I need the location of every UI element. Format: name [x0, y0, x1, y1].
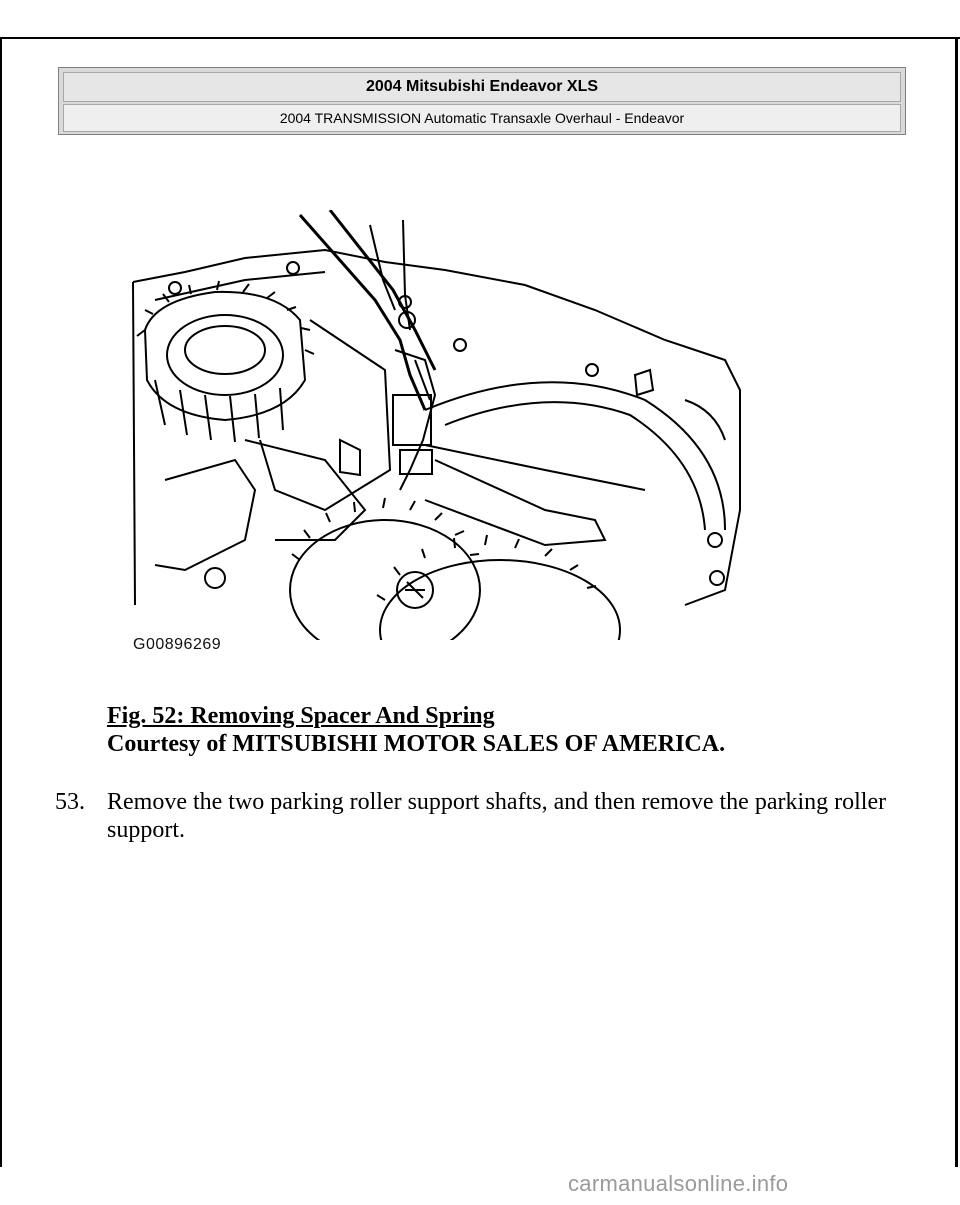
figure-caption [107, 702, 725, 758]
figure-title-link[interactable]: Fig. 52: Removing Spacer And Spring [107, 703, 495, 729]
transaxle-illustration [125, 210, 747, 662]
step-number: 53. [55, 789, 85, 815]
figure-courtesy: Courtesy of MITSUBISHI MOTOR SALES OF AMERICA. [107, 731, 726, 757]
vehicle-title: 2004 Mitsubishi Endeavor XLS [63, 72, 901, 102]
page-border-top [0, 37, 960, 39]
page-border-right [955, 37, 958, 1167]
document-header [58, 67, 906, 135]
step-text: Remove the two parking roller support shafts, and then remove the parking roller support. [107, 789, 887, 843]
section-subtitle: 2004 TRANSMISSION Automatic Transaxle Overhaul - Endeavor [63, 104, 901, 132]
site-watermark: carmanualsonline.info [568, 1171, 789, 1196]
page-border-left [0, 37, 2, 1167]
figure-code: G00896269 [133, 636, 222, 653]
